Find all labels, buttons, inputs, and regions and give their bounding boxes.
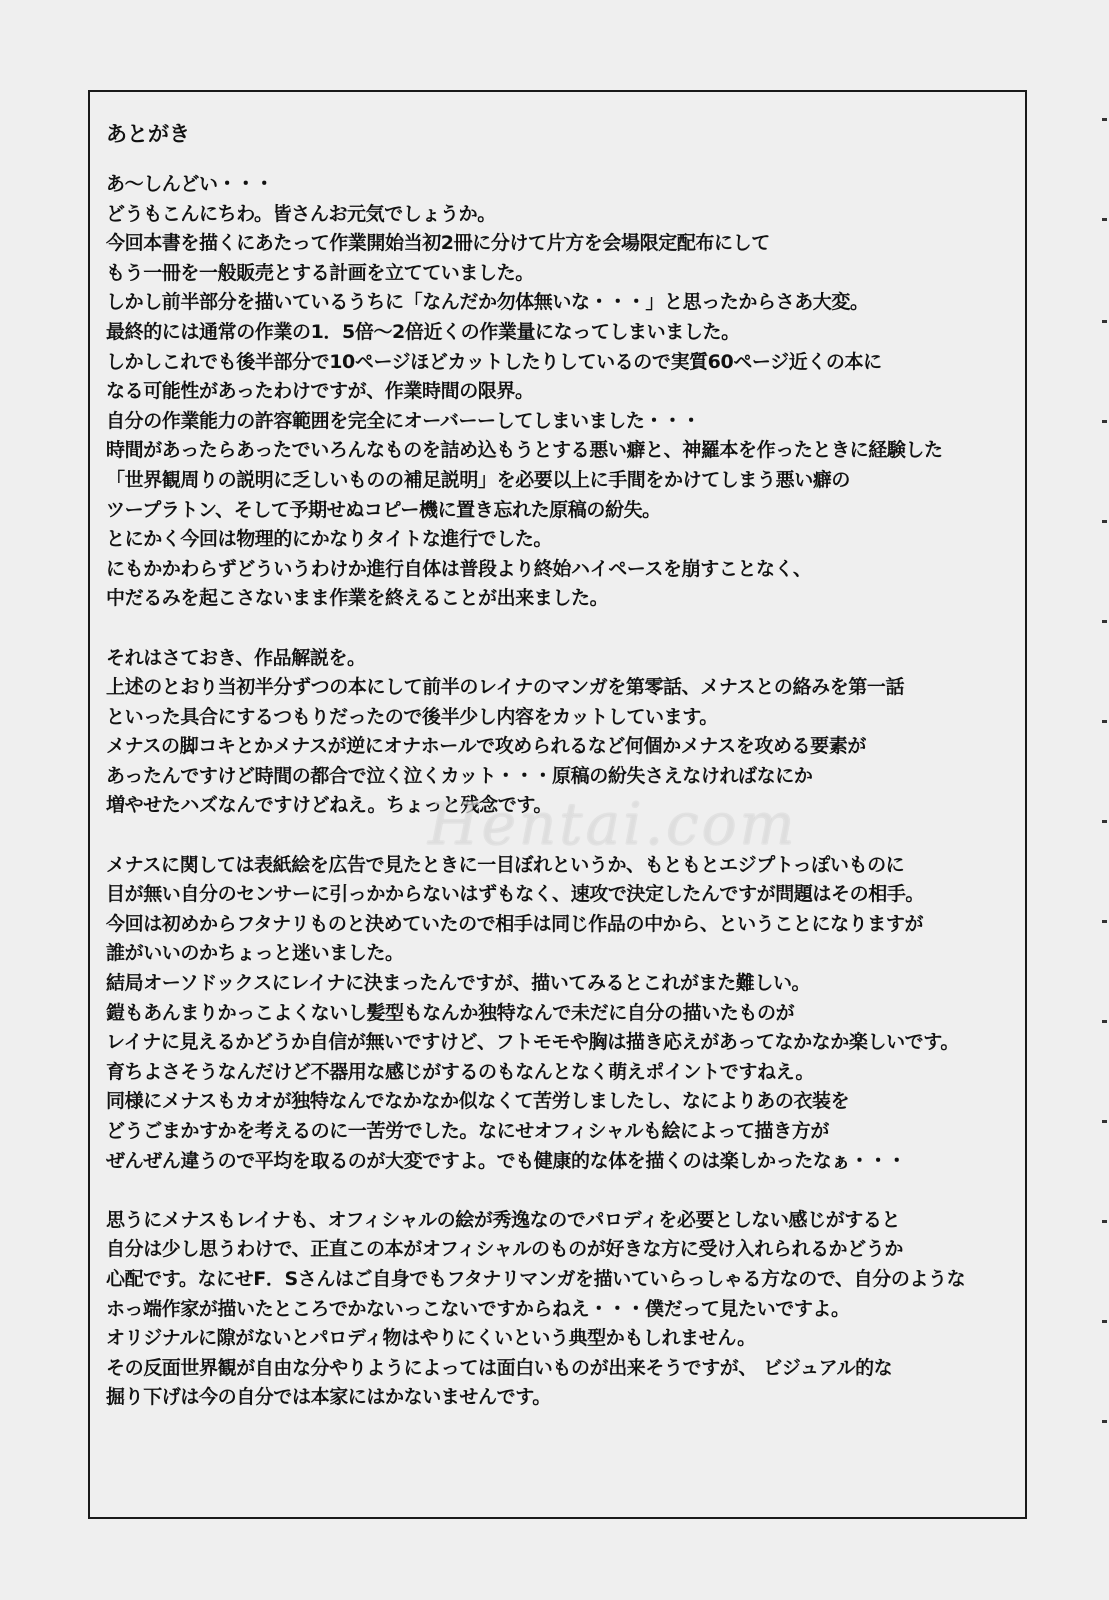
scan-edge-mark [1102, 620, 1107, 623]
text-line: 育ちよさそうなんだけど不器用な感じがするのもなんとなく萌えポイントですねえ。 [106, 1060, 814, 1083]
text-line: しかし前半部分を描いているうちに「なんだか勿体無いな・・・」と思ったからさあ大変。 [106, 291, 869, 314]
scan-edge-mark [1102, 1420, 1107, 1423]
scan-edge-mark [1102, 1120, 1107, 1123]
text-line: 自分の作業能力の許容範囲を完全にオーバーーしてしまいました・・・ [106, 409, 701, 432]
paragraph-gap [106, 1176, 1021, 1206]
scan-edge-mark [1102, 720, 1107, 723]
text-line: あ〜しんどい・・・ [106, 173, 274, 195]
afterword-body [106, 170, 1021, 1413]
text-line: 鎧もあんまりかっこよくないし髪型もなんか独特なんで未だに自分の描いたものが [106, 1001, 795, 1024]
text-line: オリジナルに隙がないとパロディ物はやりにくいという典型かもしれません。 [106, 1327, 756, 1350]
text-line: 今回は初めからフタナリものと決めていたので相手は同じ作品の中から、ということになりますが [106, 912, 924, 935]
text-line: 自分は少し思うわけで、正直この本がオフィシャルのものが好きな方に受け入れられるかどうか [106, 1238, 903, 1261]
text-line: 掘り下げは今の自分では本家にはかないませんです。 [106, 1386, 551, 1409]
paragraph-gap [106, 821, 1021, 851]
text-line: 最終的には通常の作業の1．5倍〜2倍近くの作業量になってしまいました。 [106, 320, 740, 343]
text-line: 上述のとおり当初半分ずつの本にして前半のレイナのマンガを第零話、メナスとの絡みを第一話 [106, 676, 905, 699]
scan-edge-mark [1102, 320, 1107, 323]
scan-edge-mark [1102, 118, 1107, 121]
scan-edge-mark [1102, 520, 1107, 523]
scan-edge-mark [1102, 420, 1107, 423]
text-line: ぜんぜん違うので平均を取るのが大変ですよ。でも健康的な体を描くのは楽しかったなぁ・・・ [106, 1149, 906, 1172]
text-line: 誰がいいのかちょっと迷いました。 [106, 942, 404, 965]
text-line: 中だるみを起こさないまま作業を終えることが出来ました。 [106, 587, 609, 610]
scan-edge-mark [1102, 1220, 1107, 1223]
text-line: とにかく今回は物理的にかなりタイトな進行でした。 [106, 528, 553, 551]
scan-edge-mark [1102, 1320, 1107, 1323]
text-line: 結局オーソドックスにレイナに決まったんですが、描いてみるとこれがまた難しい。 [106, 972, 811, 995]
text-line: しかしこれでも後半部分で10ページほどカットしたりしているので実質60ページ近くの本に [106, 350, 882, 373]
text-line: 目が無い自分のセンサーに引っかからないはずもなく、速攻で決定したんですが問題はその相手。 [106, 883, 925, 906]
paragraph-gap [106, 614, 1021, 644]
scan-edge-mark [1102, 218, 1107, 221]
text-line: といった具合にするつもりだったので後半少し内容をカットしています。 [106, 705, 718, 728]
text-line: 思うにメナスもレイナも、オフィシャルの絵が秀逸なのでパロディを必要としない感じがすると [106, 1208, 901, 1231]
text-line: 時間があったらあったでいろんなものを詰め込もうとする悪い癖と、神羅本を作ったときに経験した [106, 439, 943, 462]
text-line: それはさておき、作品解説を。 [106, 646, 366, 669]
scan-edge-mark [1102, 920, 1107, 923]
text-line: 同様にメナスもカオが独特なんでなかなか似なくて苦労しましたし、なによりあの衣装を [106, 1090, 850, 1113]
text-line: メナスの脚コキとかメナスが逆にオナホールで攻められるなど何個かメナスを攻める要素が [106, 735, 866, 758]
text-line: あったんですけど時間の都合で泣く泣くカット・・・原稿の紛失さえなければなにか [106, 764, 813, 787]
text-line: 増やせたハズなんですけどねえ。ちょっと残念です。 [106, 794, 553, 817]
text-line: 心配です。なにせF．Sさんはご自身でもフタナリマンガを描いていらっしゃる方なので、自分のような [106, 1267, 966, 1290]
afterword-heading: あとがき [106, 122, 190, 146]
scan-edge-mark [1102, 1020, 1107, 1023]
text-line: メナスに関しては表紙絵を広告で見たときに一目ぼれというか、もともとエジプトっぽいものに [106, 853, 905, 876]
watermark-text: Hentai.com [428, 790, 798, 858]
text-line: なる可能性があったわけですが、作業時間の限界。 [106, 380, 534, 403]
text-line: ツープラトン、そして予期せぬコピー機に置き忘れた原稿の紛失。 [106, 498, 661, 521]
text-line: その反面世界観が自由な分やりようによっては面白いものが出来そうですが、 ビジュアル的な [106, 1356, 893, 1379]
text-line: 「世界観周りの説明に乏しいものの補足説明」を必要以上に手間をかけてしまう悪い癖の [106, 468, 851, 491]
text-line: ホっ端作家が描いたところでかないっこないですからねえ・・・僕だって見たいですよ。 [106, 1297, 850, 1320]
text-line: どうごまかすかを考えるのに一苦労でした。なにせオフィシャルも絵によって描き方が [106, 1120, 829, 1142]
text-line: もう一冊を一般販売とする計画を立てていました。 [106, 261, 534, 284]
text-line: どうもこんにちわ。皆さんお元気でしょうか。 [106, 202, 496, 225]
text-line: レイナに見えるかどうか自信が無いですけど、フトモモや胸は描き応えがあってなかなか楽しいです。 [106, 1031, 959, 1054]
text-line: にもかかわらずどういうわけか進行自体は普段より終始ハイペースを崩すことなく、 [106, 557, 812, 580]
scan-edge-mark [1102, 820, 1107, 823]
text-line: 今回本書を描くにあたって作業開始当初2冊に分けて片方を会場限定配布にして [106, 232, 770, 255]
